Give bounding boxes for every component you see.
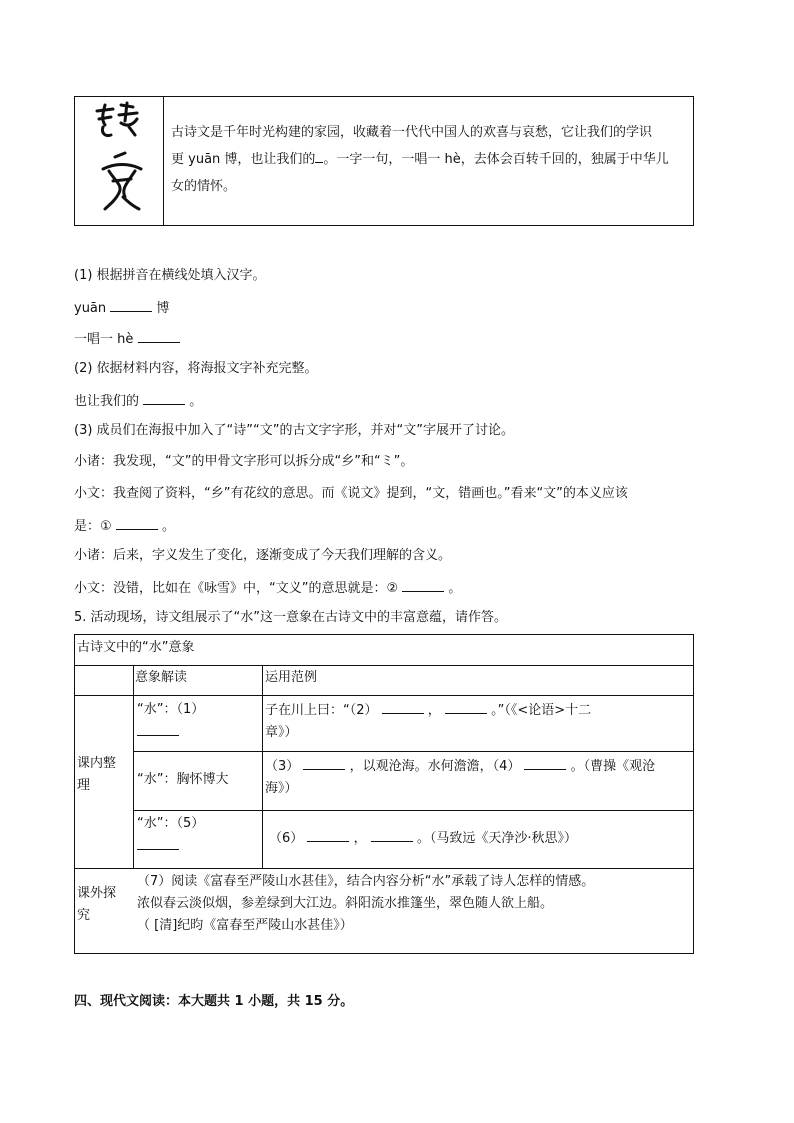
dialogue-line-4 bbox=[74, 577, 461, 599]
r1-ex-c: 。”（《<论语>十二 bbox=[491, 703, 592, 718]
q1-a-answer-blank[interactable] bbox=[110, 297, 152, 312]
question-2-a bbox=[74, 390, 202, 412]
question-1-a bbox=[74, 297, 169, 319]
question-2-prompt: (2) 依据材料内容，将海报文字补充完整。 bbox=[74, 361, 318, 376]
answer-6a-blank[interactable] bbox=[307, 827, 349, 842]
header-interpretation: 意象解读 bbox=[135, 670, 188, 685]
row3-interpretation bbox=[137, 813, 204, 858]
r1-ex-a: 子在川上曰：“（2） bbox=[265, 703, 378, 718]
poster-box bbox=[74, 96, 694, 226]
poster-line-2-a: 更 yuān 博，也让我们的 bbox=[171, 152, 316, 167]
header-example: 运用范例 bbox=[265, 670, 318, 685]
q3-answer-1-blank[interactable] bbox=[116, 515, 158, 530]
q2-a-post: 。 bbox=[189, 394, 203, 409]
r3-ex-b: ， bbox=[353, 831, 367, 846]
r3-interp-text: “水”：（5） bbox=[137, 816, 205, 831]
q1-a-pinyin: yuān bbox=[74, 301, 107, 316]
poster-line-3: 女的情怀。 bbox=[171, 179, 237, 194]
out-question: （7）阅读《富春至严陵山水甚佳》，结合内容分析“水”承载了诗人怎样的情感。 bbox=[137, 874, 595, 889]
r3-ex-a: （6） bbox=[269, 831, 304, 846]
question-1-prompt: (1) 根据拼音在横线处填入汉字。 bbox=[74, 268, 266, 283]
d4-post: 。 bbox=[448, 581, 462, 596]
answer-6b-blank[interactable] bbox=[371, 827, 413, 842]
q1-b-pinyin: 一唱一 hè bbox=[74, 332, 134, 347]
d2b-pre: 是：① bbox=[74, 519, 112, 534]
r3-ex-c: 。（马致远《天净沙·秋思》） bbox=[416, 831, 577, 846]
r2-ex-b: ，以观沧海。水何澹澹，（4） bbox=[349, 759, 521, 774]
row-out-content bbox=[137, 871, 594, 937]
dialogue-line-1: 小诸：我发现，“文”的甲骨文字形可以拆分成“乡”和“ミ”。 bbox=[74, 454, 414, 469]
dialogue-line-2: 小文：我查阅了资料，“乡”有花纹的意思。而《说文》提到，“文，错画也。”看来“文”的本义应该 bbox=[74, 486, 628, 501]
answer-2a-blank[interactable] bbox=[382, 699, 424, 714]
q3-answer-2-blank[interactable] bbox=[402, 577, 444, 592]
ancient-shi-wen-glyph-icon bbox=[75, 97, 163, 225]
out-poem: 浓似春云淡似烟，参差绿到大江边。斜阳流水推篷坐，翠色随人欲上船。 bbox=[137, 896, 554, 911]
poster-line-2 bbox=[171, 146, 691, 173]
answer-2b-blank[interactable] bbox=[445, 699, 487, 714]
r1-interp-text: “水”：（1） bbox=[137, 702, 205, 717]
table-title: 古诗文中的“水”意象 bbox=[77, 640, 195, 655]
water-imagery-table bbox=[74, 634, 694, 954]
poster-line-1: 古诗文是千年时光构建的家园，收藏着一代代中国人的欢喜与哀愁，它让我们的学识 bbox=[171, 125, 653, 140]
r1-ex-b: ， bbox=[427, 703, 441, 718]
q1-a-post: 博 bbox=[156, 301, 170, 316]
dialogue-line-2b bbox=[74, 515, 175, 537]
answer-4-blank[interactable] bbox=[524, 755, 566, 770]
row1-example bbox=[265, 699, 591, 744]
row2-interpretation: “水”：胸怀博大 bbox=[137, 772, 229, 787]
answer-1-blank[interactable] bbox=[137, 721, 179, 736]
r2-ex-a: （3） bbox=[265, 759, 300, 774]
row3-example bbox=[269, 827, 577, 850]
group-out-class: 课外探究 bbox=[77, 886, 117, 923]
section-heading: 四、现代文阅读：本大题共 1 小题，共 15 分。 bbox=[74, 994, 354, 1009]
poster-text bbox=[171, 119, 691, 200]
answer-3-blank[interactable] bbox=[303, 755, 345, 770]
q2-answer-blank[interactable] bbox=[143, 390, 185, 405]
ancient-glyph-cell bbox=[75, 97, 164, 225]
r2-ex-d: 海》） bbox=[265, 781, 298, 796]
q1-b-answer-blank[interactable] bbox=[138, 328, 180, 343]
question-1-b bbox=[74, 328, 180, 350]
group-in-class: 课内整理 bbox=[77, 756, 117, 793]
row2-example bbox=[265, 755, 655, 800]
answer-5-blank[interactable] bbox=[137, 835, 179, 850]
d4-pre: 小文：没错，比如在《咏雪》中，“文义”的意思就是：② bbox=[74, 581, 399, 596]
out-source: （ [清]纪昀《富春至严陵山水甚佳》） bbox=[137, 918, 353, 933]
dialogue-line-3: 小诸：后来，字义发生了变化，逐渐变成了今天我们理解的含义。 bbox=[74, 548, 452, 563]
r1-ex-d: 章》） bbox=[265, 725, 298, 740]
d2b-post: 。 bbox=[161, 519, 175, 534]
poster-line-2-b: 。一字一句，一唱一 hè，去体会百转千回的，独属于中华儿 bbox=[323, 152, 669, 167]
question-3-prompt: (3) 成员们在海报中加入了“诗”“文”的古文字字形，并对“文”字展开了讨论。 bbox=[74, 423, 514, 438]
r2-ex-c: 。（曹操《观沧 bbox=[570, 759, 656, 774]
question-5-prompt: 5. 活动现场，诗文组展示了“水”这一意象在古诗文中的丰富意蕴，请作答。 bbox=[74, 610, 508, 625]
q2-a-pre: 也让我们的 bbox=[74, 394, 140, 409]
row1-interpretation bbox=[137, 699, 204, 744]
